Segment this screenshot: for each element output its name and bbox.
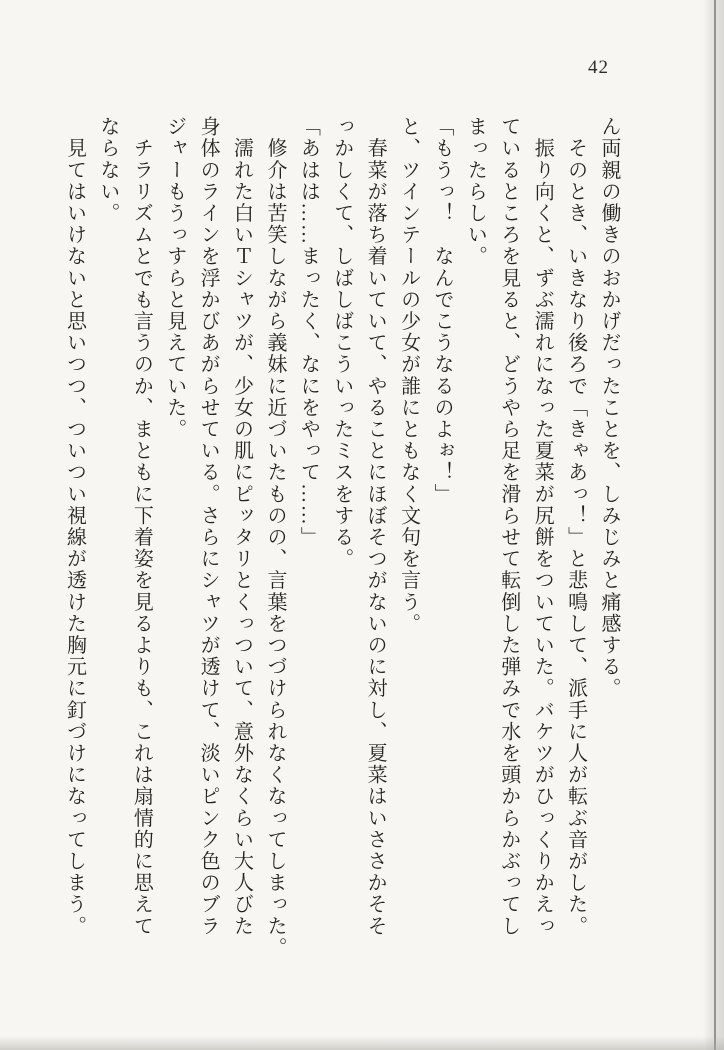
text-line: チラリズムとでも言うのか、まともに下着姿を見るよりも、これは扇情的に思えて [130,116,153,937]
text-line: と、ツインテールの少女が誰にともなく文句を言う。 [397,116,420,635]
page-edge-line [714,0,716,1050]
text-line: 見てはいけないと思いつつ、ついつい視線が透けた胸元に釘づけになってしまう。 [63,116,86,937]
text-line: 身体のラインを浮かびあがらせている。さらにシャツが透けて、淡いピンク色のブラ [197,116,220,937]
page-number: 42 [588,57,609,78]
page-bottom-shadow [0,1036,724,1050]
text-line: ているところを見ると、どうやら足を滑らせて転倒した弾みで水を頭からかぶってし [497,116,520,937]
text-line: 「あはは……まったく、なにをやって……」 [297,116,320,548]
text-line: っかしくて、しばしばこういったミスをする。 [330,116,353,570]
text-line: 濡れた白いＴシャツが、少女の肌にピッタリとくっついて、意外なくらい大人びた [230,116,253,937]
text-line: 振り向くと、ずぶ濡れになった夏菜が尻餅をついていた。バケツがひっくりかえっ [531,116,554,937]
text-line: 「もうっ！ なんでこうなるのよぉ！」 [430,116,453,505]
text-line: まったらしい。 [464,116,487,268]
text-line: ならない。 [96,116,119,224]
body-text [57,116,625,982]
text-line: そのとき、いきなり後ろで「きゃあっ！」と悲鳴して、派手に人が転ぶ音がした。 [564,116,587,937]
text-line: 春菜が落ち着いていて、やることにほぼそつがないのに対し、夏菜はいささかそそ [364,116,387,937]
text-line: ジャーもうっすらと見えていた。 [163,116,186,440]
text-line: 修介は苦笑しながら義妹に近づいたものの、言葉をつづけられなくなってしまった。 [263,116,286,959]
text-line: ん両親の働きのおかげだったことを、しみじみと痛感する。 [598,116,620,700]
